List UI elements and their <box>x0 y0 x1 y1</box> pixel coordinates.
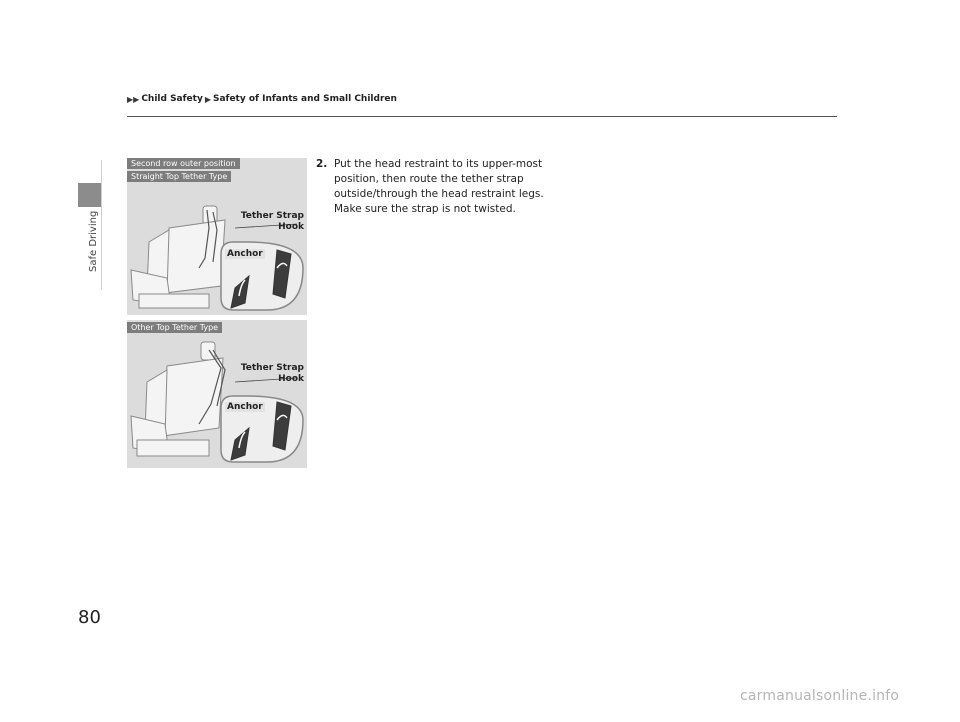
seat-base <box>139 294 209 308</box>
callout-line-1: Tether Strap <box>240 211 304 221</box>
side-divider <box>101 160 102 290</box>
header-rule <box>127 116 837 117</box>
seat-base <box>137 440 209 456</box>
figure-caption-type: Other Top Tether Type <box>127 322 222 333</box>
callout-line-2: Hook <box>278 222 304 232</box>
figure-caption-position: Second row outer position <box>127 158 240 169</box>
anchor-label: Anchor <box>227 402 263 412</box>
figure-straight-tether <box>127 158 307 315</box>
callout-line-2: Hook <box>278 374 304 384</box>
seat-back <box>163 358 223 436</box>
breadcrumb-item-current[interactable]: Safety of Infants and Small Children <box>212 94 397 104</box>
head-restraint <box>201 342 215 360</box>
breadcrumb <box>127 94 397 104</box>
breadcrumb-item-child-safety[interactable]: Child Safety <box>141 94 203 104</box>
page-number: 80 <box>78 607 101 628</box>
breadcrumb-arrow-icon: ▶▶ <box>127 94 140 104</box>
step-text: Put the head restraint to its upper-most position, then route the tether strap outside/through the head restraint legs. Make sure the strap is not twisted. <box>334 158 544 215</box>
tether-strap-hook-callout <box>241 363 304 385</box>
callout-line-1: Tether Strap <box>240 363 304 373</box>
figure-other-tether <box>127 320 307 468</box>
instruction-step <box>316 157 556 217</box>
section-label-text: Safe Driving <box>88 210 99 272</box>
breadcrumb-arrow-icon: ▶ <box>204 94 211 104</box>
tether-strap-hook-callout <box>241 211 304 233</box>
seat-back <box>165 220 225 293</box>
section-label <box>82 196 100 286</box>
watermark: carmanualsonline.info <box>740 688 900 704</box>
step-number: 2. <box>316 158 328 170</box>
anchor-label: Anchor <box>227 249 263 259</box>
seat-illustration <box>127 320 307 468</box>
figure-caption-type: Straight Top Tether Type <box>127 171 231 182</box>
